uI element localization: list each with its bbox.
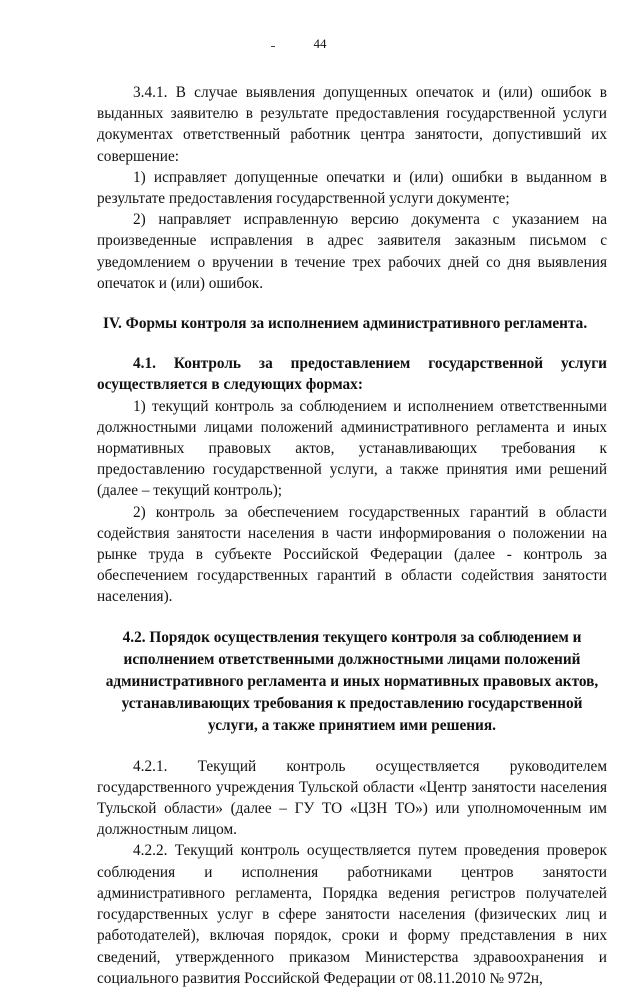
document-body [97,82,607,989]
paragraph-3-4-1-item-2: 2) направляет исправленную версию документа с указанием на произведенные исправления в адрес заявителя заказным письмом с уведомлением о вручении в течение трех рабочих дней со дня выявления опечаток и (или) ошибок. [97,211,607,292]
paragraph-4-2-1: 4.2.1. Текущий контроль осуществляется руководителем государственного учреждения Тульской области «Центр занятости населения Тульской области» (далее – ГУ ТО «ЦЗН ТО») или уполномоченным им должностным лицом. [97,757,607,839]
section-heading-4-2: 4.2. Порядок осуществления текущего контроля за соблюдением и исполнением ответственными должностными лицами положений административного регламента и иных нормативных правовых актов, устанавливающих требования к предоставлению государственной услуги, а также принятием ими решения. [105,628,599,734]
paragraph-3-4-1: 3.4.1. В случае выявления допущенных опечаток и (или) ошибок в выданных заявителю в результате предоставления государственной услуги документах ответственный работник центра занятости, допустивший их совершение: [97,84,607,165]
paragraph-4-1-item-2: 2) контроль за обеспечением государственных гарантий в области содействия занятости населения в части информирования о положении на рынке труда в субъекте Российской Федерации (далее - контроль за обеспечением государственных гарантий в области содействия занятости населения). [97,503,607,606]
paragraph-4-2-2: 4.2.2. Текущий контроль осуществляется путем проведения проверок соблюдения и исполнения работниками центров занятости административного регламента, Порядка ведения регистров получателей государственных услуг в сфере занятости населения (физических лиц и работодателей), включая порядок, сроки и форму представления в них сведений, утвержденного приказом Министерства здравоохранения и социального развития Российской Федерации от 08.11.2010 № 972н, [97,842,607,987]
paragraph-4-1-item-1: 1) текущий контроль за соблюдением и исполнением ответственными должностными лицами положений административного регламента и иных нормативных правовых актов, устанавливающих требования к предоставлению государственной услуги, а также принятия ими решений (далее – текущий контроль); [97,397,607,500]
page-number: 44 [313,36,327,51]
paragraph-4-1: 4.1. Контроль за предоставлением государственной услуги осуществляется в следующих формах: [97,355,607,394]
paragraph-3-4-1-item-1: 1) исправляет допущенные опечатки и (или) ошибки в выданном в результате предоставления государственной услуги документе; [97,168,607,208]
section-heading-iv: IV. Формы контроля за исполнением административного регламента. [103,315,588,333]
